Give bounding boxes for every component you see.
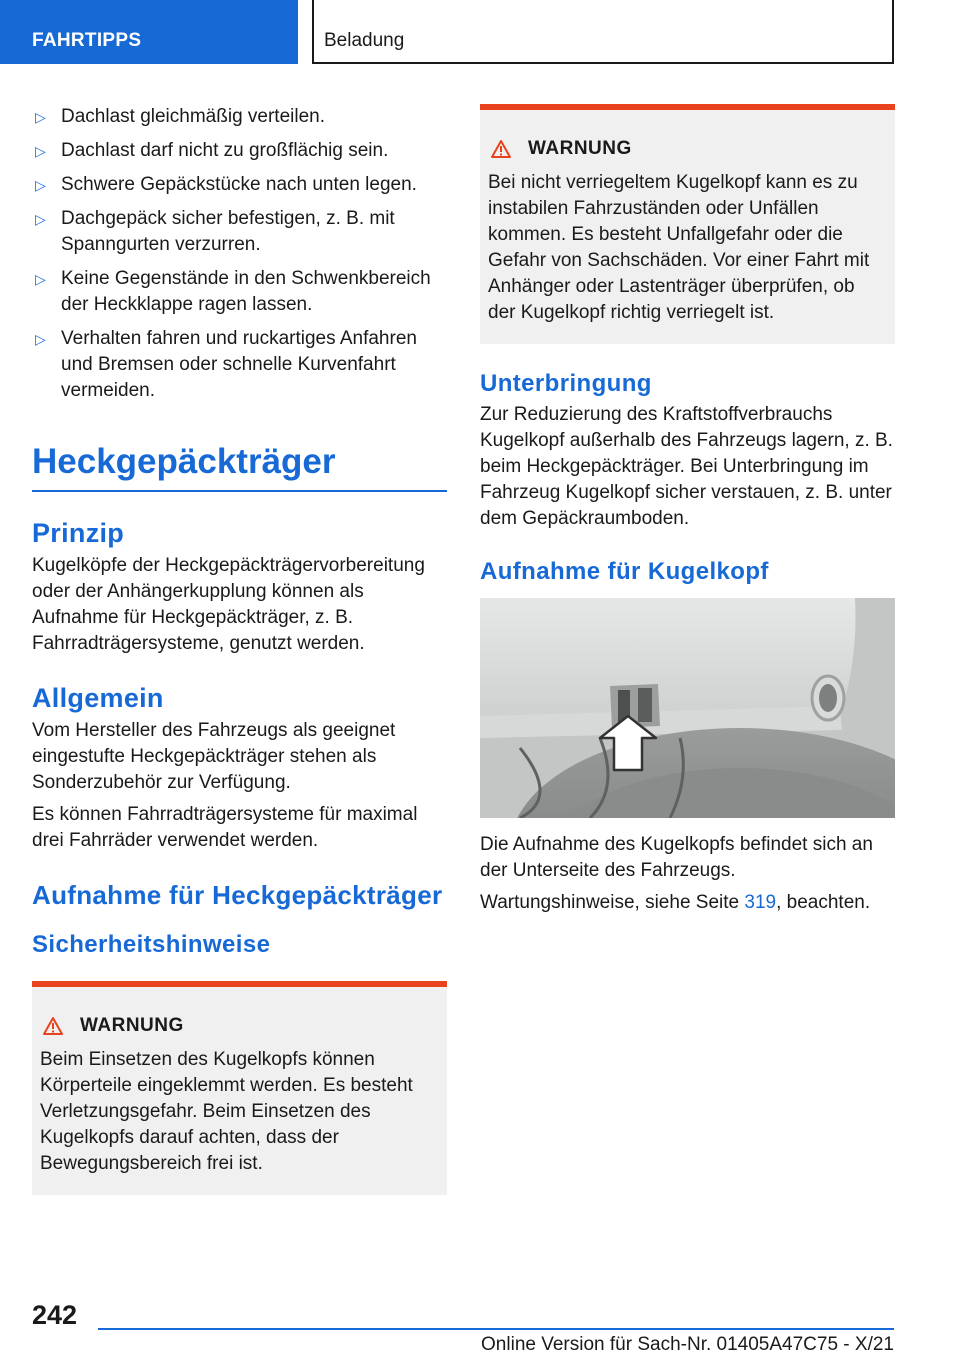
triangle-bullet-icon: ▷ <box>35 211 46 227</box>
page-number: 242 <box>32 1300 78 1330</box>
chapter-heading: Heckgepäckträger <box>32 442 447 492</box>
section-tab <box>0 0 298 64</box>
triangle-bullet-icon: ▷ <box>35 143 46 159</box>
list-item: ▷ Verhalten fahren und ruckartiges Anfahren und Bremsen oder schnelle Kurvenfahrt vermeiden. <box>35 328 417 401</box>
topic-title: Beladung <box>324 30 405 51</box>
warning-label: WARNUNG <box>80 1015 184 1036</box>
kugelkopf-photo <box>480 598 895 818</box>
wartung-text: Wartungshinweise, siehe Seite 319, beachten. <box>480 892 871 913</box>
warning-text: Beim Einsetzen des Kugelkopfs können Körperteile eingeklemmt werden. Es besteht Verletzungsgefahr. Beim Einsetzen des Kugelkopfs darauf achten, dass der Bewegungsbereich frei ist. <box>40 1049 413 1174</box>
sicherheit-heading: Sicherheitshinweise <box>32 931 271 958</box>
topic-tab <box>312 0 894 64</box>
list-item: ▷ Dachgepäck sicher befestigen, z. B. mit Spanngurten verzurren. <box>35 208 395 255</box>
warning-title <box>488 136 887 162</box>
prinzip-text: Kugelköpfe der Heckgepäckträgervorbereitung oder der Anhängerkupplung können als Aufnahme für Heckgepäckträger, z. B. Fahrradträgersysteme, genutzt werden. <box>32 555 425 654</box>
list-item: ▷ Schwere Gepäckstücke nach unten legen. <box>32 172 447 198</box>
list-item: ▷ Dachlast darf nicht zu großflächig sein. <box>32 138 447 164</box>
bullet-list <box>32 104 447 404</box>
prinzip-heading: Prinzip <box>32 518 125 548</box>
kugelkopf-caption: Die Aufnahme des Kugelkopfs befindet sich an der Unterseite des Fahrzeugs. <box>480 834 873 881</box>
aufnahme-heading: Aufnahme für Heckgepäckträger <box>32 880 443 910</box>
list-item: ▷ Dachlast gleichmäßig verteilen. <box>32 104 447 130</box>
warning-triangle-icon <box>490 139 512 159</box>
unterbringung-heading: Unterbringung <box>480 370 652 397</box>
triangle-bullet-icon: ▷ <box>35 271 46 287</box>
page-link[interactable]: 319 <box>744 892 777 913</box>
unterbringung-text: Zur Reduzierung des Kraftstoffverbrauchs Kugelkopf außerhalb des Fahrzeugs lagern, z. B. beim Heckgepäckträger. Bei Unterbringung im Fahrzeug Kugelkopf sicher verstauen, z. B. unter dem Gepäckraumboden. <box>480 404 893 529</box>
triangle-bullet-icon: ▷ <box>35 331 46 347</box>
warning-box <box>480 104 895 344</box>
list-item: ▷ Keine Gegenstände in den Schwenkbereich der Heckklappe ragen lassen. <box>35 268 431 315</box>
footer-divider <box>98 1328 894 1330</box>
section-title: FAHRTIPPS <box>32 30 142 51</box>
online-version-text: Online Version für Sach-Nr. 01405A47C75 - X/21 <box>481 1334 894 1355</box>
warning-box <box>32 981 447 1195</box>
warning-label: WARNUNG <box>528 138 632 159</box>
right-column <box>480 104 895 922</box>
warning-triangle-icon <box>42 1016 64 1036</box>
triangle-bullet-icon: ▷ <box>35 109 46 125</box>
allgemein-text-2: Es können Fahrradträgersysteme für maximal drei Fahrräder verwendet werden. <box>32 804 418 851</box>
left-column <box>32 104 447 1195</box>
warning-title <box>40 1013 439 1039</box>
triangle-bullet-icon: ▷ <box>35 177 46 193</box>
kugelkopf-heading: Aufnahme für Kugelkopf <box>480 558 769 585</box>
allgemein-text-1: Vom Hersteller des Fahrzeugs als geeignet eingestufte Heckgepäckträger stehen als Sonderzubehör zur Verfügung. <box>32 720 396 793</box>
warning-text: Bei nicht verriegeltem Kugelkopf kann es zu instabilen Fahrzuständen oder Unfällen kommen. Es besteht Unfallgefahr oder die Gefahr von Sachschäden. Vor einer Fahrt mit Anhänger oder Lastenträger überprüfen, ob der Kugelkopf richtig verriegelt ist. <box>488 172 870 323</box>
allgemein-heading: Allgemein <box>32 683 164 713</box>
